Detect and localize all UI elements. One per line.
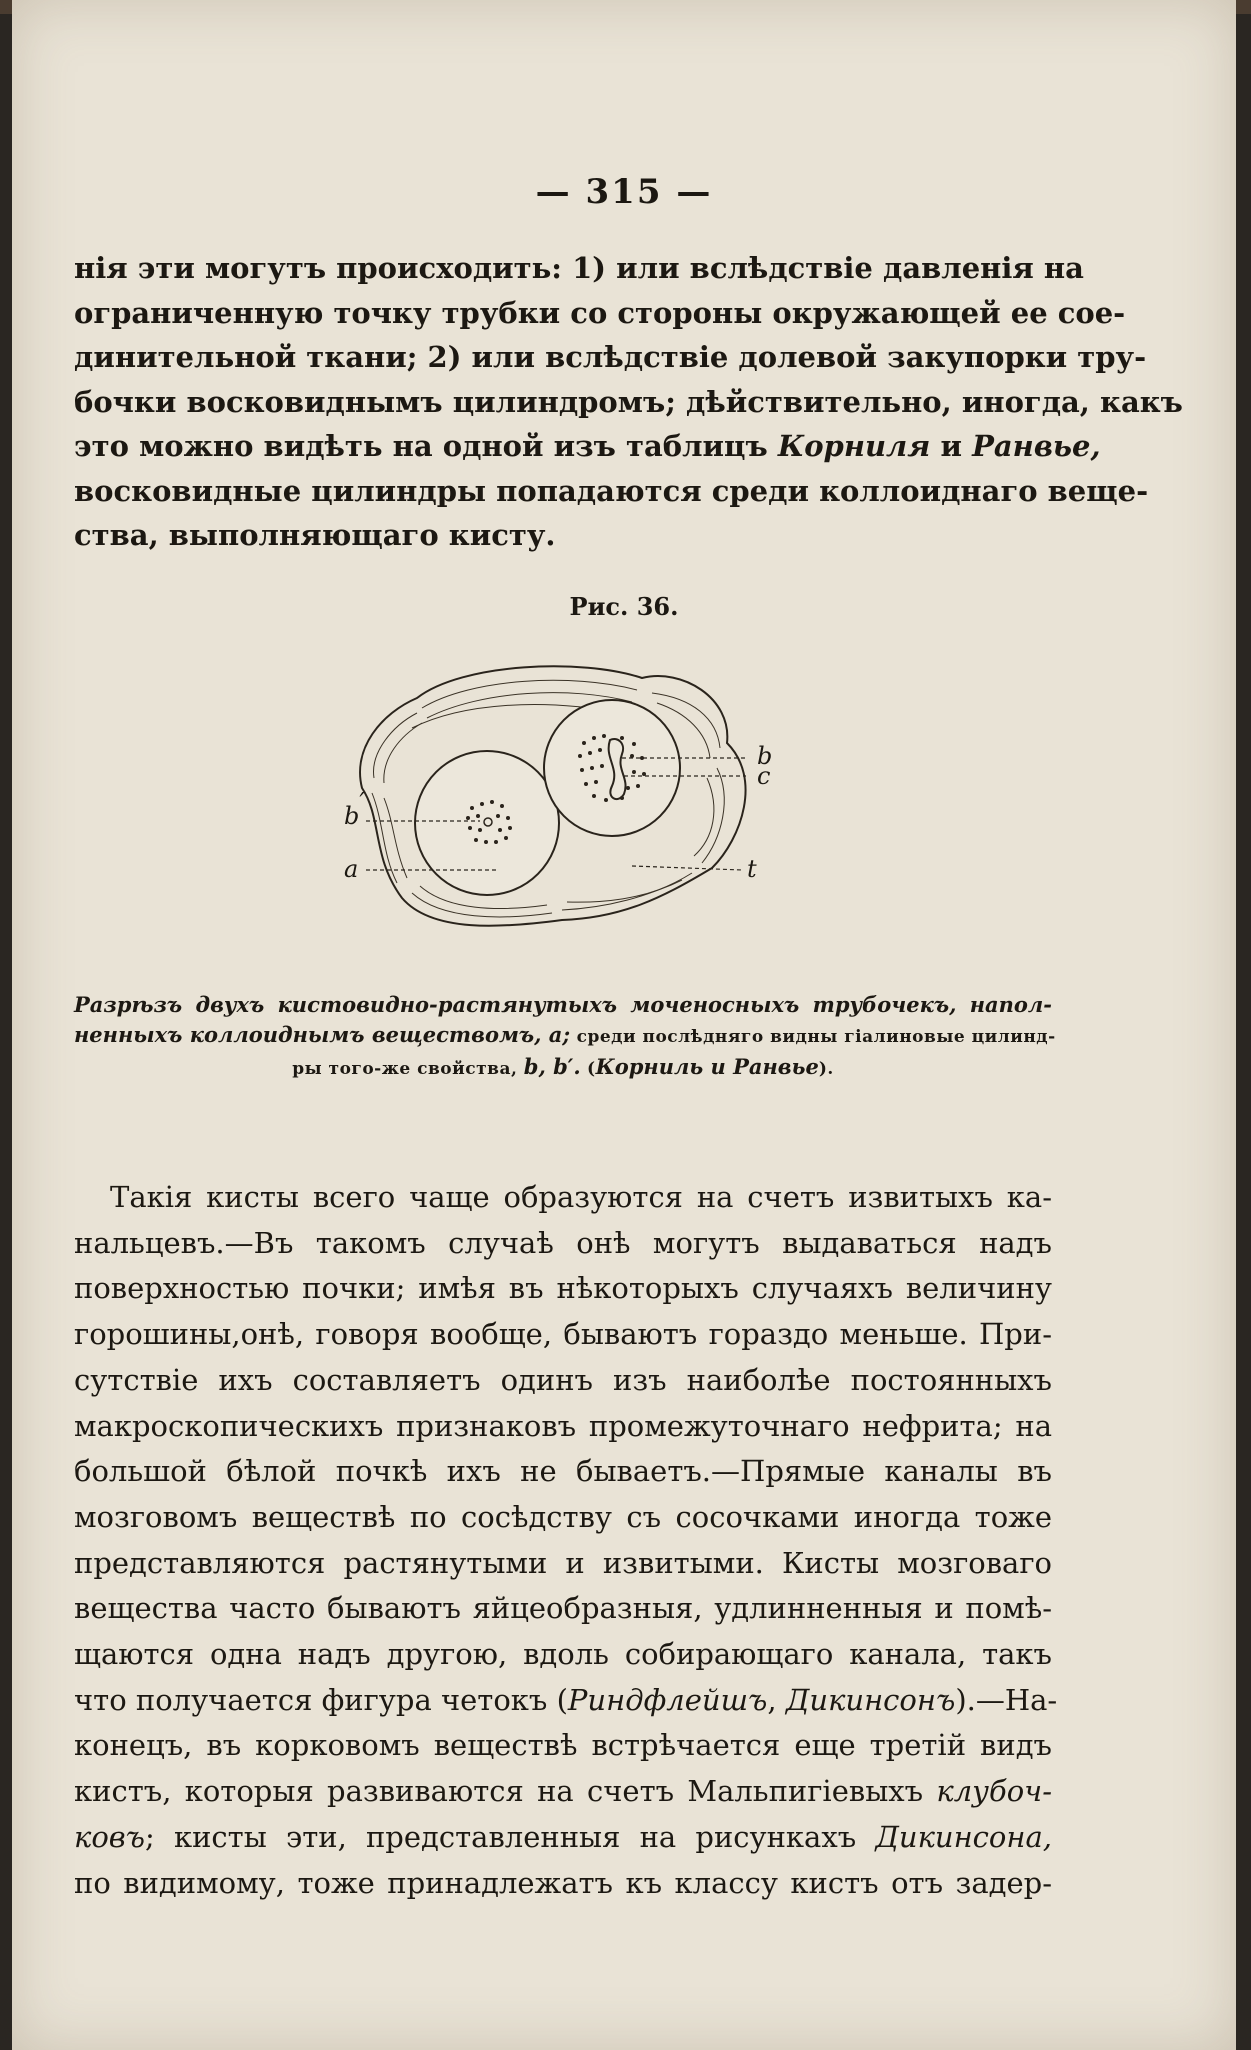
- caption-plain: (: [580, 1059, 596, 1079]
- caption-line: Разрѣзъ двухъ кистовидно-растянутыхъ моченосныхъ трубочекъ, напол-: [74, 992, 1052, 1017]
- caption-plain: среди послѣдняго видны гіалиновые цилинд-: [570, 1027, 1056, 1047]
- caption-plain: ).: [818, 1059, 834, 1079]
- caption-line: [74, 1052, 1052, 1084]
- top-paragraph: [74, 246, 1183, 558]
- figure-title: Рис. 36.: [569, 592, 679, 621]
- right-tubule: [544, 700, 680, 836]
- text-line: ства, выполняющаго кисту.: [74, 518, 556, 552]
- text-line: [74, 424, 1101, 469]
- text-line: сутствіе ихъ составляетъ одинъ изъ наиболѣе постоянныхъ: [74, 1362, 1052, 1397]
- author-name: Корниля: [777, 429, 931, 463]
- text-fragment: и: [930, 429, 973, 463]
- text-line: горошины,онѣ, говоря вообще, бываютъ гораздо меньше. При-: [74, 1317, 1052, 1352]
- text-line: нальцевъ.—Въ такомъ случаѣ онѣ могутъ выдаваться надъ: [74, 1225, 1052, 1260]
- figure-caption: [74, 990, 1056, 1084]
- text-line: мозговомъ веществѣ по сосѣдству съ сосочками иногда тоже: [74, 1499, 1052, 1534]
- text-line: по видимому, тоже принадлежатъ къ классу кистъ отъ задер-: [74, 1865, 1052, 1900]
- text-line: макроскопическихъ признаковъ промежуточнаго нефрита; на: [74, 1408, 1052, 1443]
- text-line: большой бѣлой почкѣ ихъ не бываетъ.—Прямые каналы въ: [74, 1454, 1052, 1489]
- text-line: восковидные цилиндры попадаются среди коллоиднаго веще-: [74, 473, 1149, 508]
- figure-label-prime-mark: ′: [359, 788, 365, 816]
- text-line: бочки восковиднымъ цилиндромъ; дѣйствительно, иногда, какъ: [74, 384, 1183, 419]
- text-fragment: кистъ, которыя развиваются на счетъ Мальпигіевыхъ: [74, 1774, 937, 1809]
- left-tubule: [415, 751, 559, 895]
- author-name: Риндфлейшъ: [567, 1682, 768, 1717]
- text-line: ограниченную точку трубки со стороны окружающей ее сое-: [74, 295, 1126, 330]
- author-name: Дикинсонъ: [785, 1682, 956, 1717]
- figure-illustration: [322, 658, 802, 948]
- figure-label-b: b: [757, 742, 773, 770]
- caption-italic: ненныхъ коллоиднымъ веществомъ, a;: [74, 1022, 571, 1047]
- figure-label-a: a: [344, 855, 359, 883]
- author-name: Ранвье,: [972, 429, 1101, 463]
- text-line: представляются растянутыми и извитыми. Кисты мозговаго: [74, 1545, 1052, 1580]
- text-line: щаются одна надъ другою, вдоль собирающаго канала, такъ: [74, 1637, 1052, 1672]
- text-line: вещества часто бываютъ яйцеобразныя, удлинненныя и помѣ-: [74, 1591, 1052, 1626]
- text-line: Такія кисты всего чаще образуются на счетъ извитыхъ ка-: [110, 1180, 1052, 1214]
- italic-term: ковъ: [74, 1819, 145, 1854]
- text-line: поверхностью почки; имѣя въ нѣкоторыхъ случаяхъ величину: [74, 1271, 1052, 1306]
- text-line: динительной ткани; 2) или вслѣдствіе долевой закупорки тру-: [74, 340, 1147, 374]
- text-line: конецъ, въ корковомъ веществѣ встрѣчается еще третій видъ: [74, 1728, 1052, 1763]
- text-fragment: что получается фигура четокъ (: [74, 1682, 568, 1717]
- text-fragment: ).—На-: [955, 1682, 1058, 1717]
- text-line: [74, 1769, 1052, 1815]
- text-line: нія эти могутъ происходить: 1) или вслѣдствіе давленія на: [74, 251, 1084, 285]
- italic-term: клубоч-: [936, 1774, 1052, 1809]
- text-fragment: ,: [767, 1682, 786, 1717]
- caption-line: [74, 1020, 1056, 1052]
- caption-plain: ры того-же свойства,: [292, 1059, 524, 1079]
- text-fragment: это можно видѣть на одной изъ таблицъ: [74, 429, 778, 463]
- book-page: [12, 0, 1236, 2050]
- figure-label-c: c: [757, 762, 771, 790]
- page-number: — 315 —: [535, 172, 713, 212]
- text-line: [74, 1815, 1052, 1861]
- main-paragraph: [74, 1175, 1058, 1906]
- caption-marks: b, b′.: [523, 1054, 581, 1079]
- author-name: Дикинсона,: [875, 1819, 1052, 1854]
- text-line: [74, 1678, 1058, 1724]
- figure-label-b-prime-letter: b: [344, 802, 360, 830]
- text-fragment: ; кисты эти, представленныя на рисункахъ: [145, 1819, 876, 1854]
- caption-authors: Корниль и Ранвье: [595, 1054, 819, 1079]
- figure-label-t: t: [747, 855, 757, 883]
